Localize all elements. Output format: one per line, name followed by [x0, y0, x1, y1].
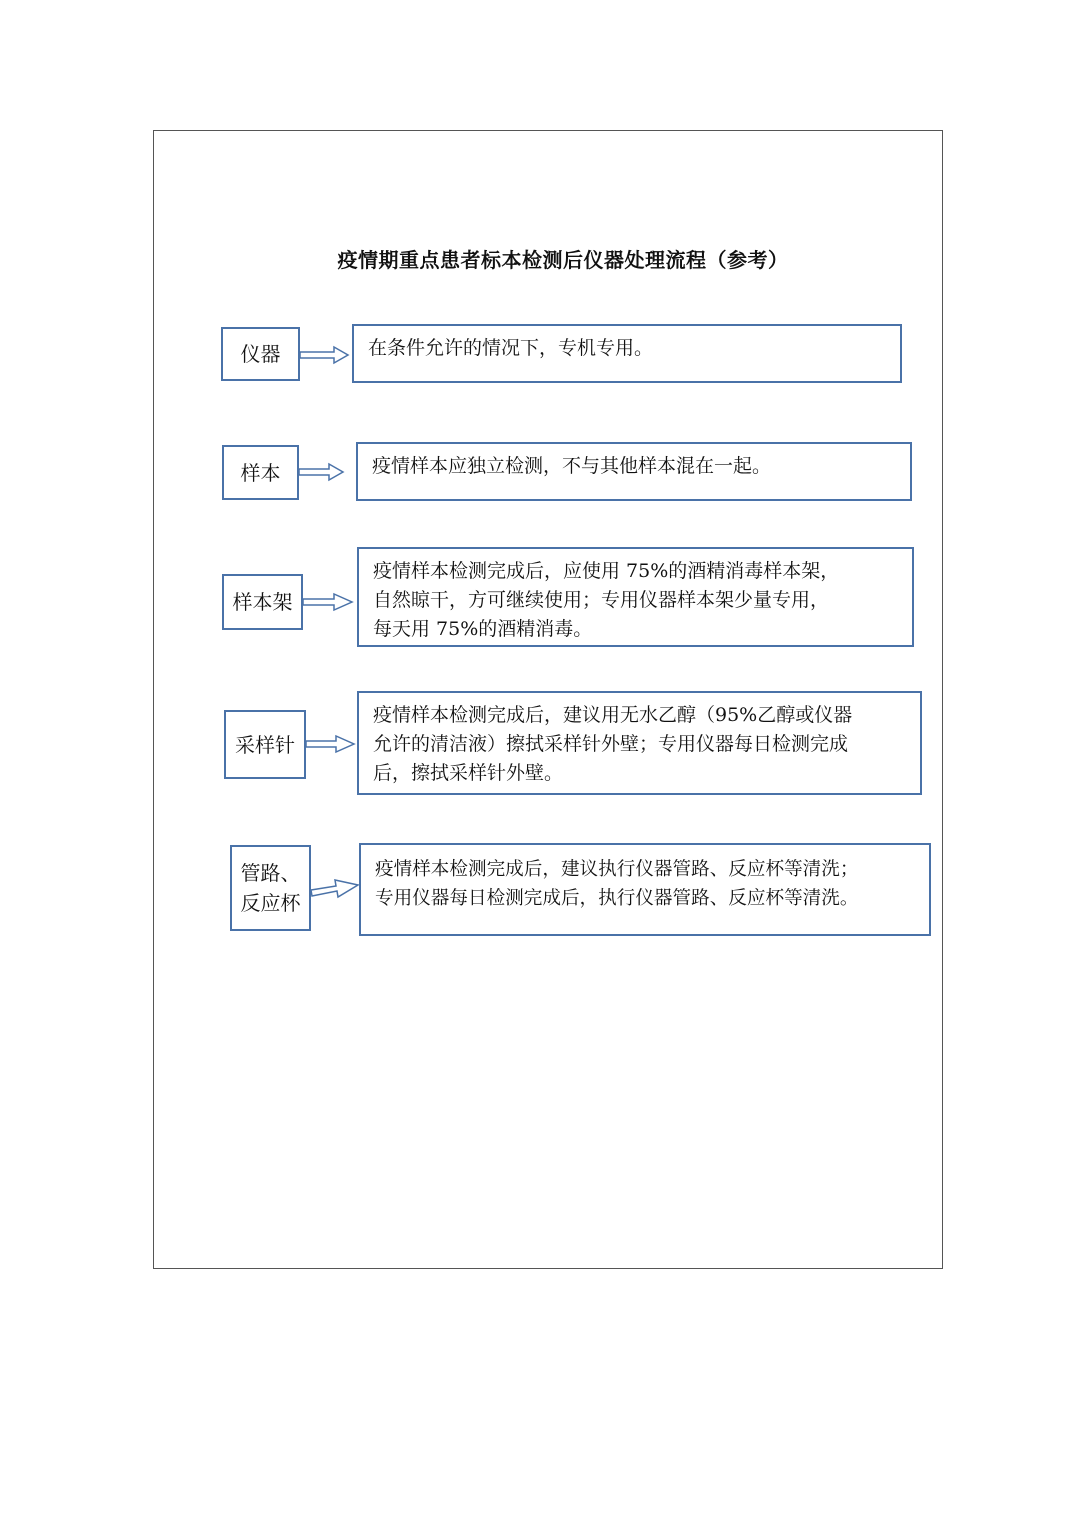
step-3-desc-line: 每天用 75%的酒精消毒。 [373, 618, 593, 640]
step-5-desc-line: 疫情样本检测完成后，建议执行仪器管路、反应杯等清洗； [375, 859, 859, 880]
step-4-desc-line: 允许的清洁液）擦拭采样针外壁；专用仪器每日检测完成 [373, 733, 849, 755]
step-1-desc-line: 在条件允许的情况下，专机专用。 [368, 337, 654, 359]
step-4-desc-line: 疫情样本检测完成后，建议用无水乙醇（95%乙醇或仪器 [373, 704, 853, 726]
step-3-desc-line: 自然晾干，方可继续使用；专用仪器样本架少量专用， [373, 589, 830, 611]
step-4-desc-line: 后，擦拭采样针外壁。 [373, 762, 564, 784]
step-5-desc-line: 专用仪器每日检测完成后，执行仪器管路、反应杯等清洗。 [375, 888, 859, 909]
step-2-desc-line: 疫情样本应独立检测，不与其他样本混在一起。 [372, 455, 772, 477]
step-2-label: 样本 [240, 460, 281, 485]
step-3-label: 样本架 [232, 590, 293, 614]
arrow-right-icon [300, 347, 348, 363]
flow-title: 疫情期重点患者标本检测后仪器处理流程（参考） [337, 248, 789, 272]
arrow-right-icon [303, 594, 352, 610]
step-4-label: 采样针 [235, 732, 295, 757]
arrow-right-icon [311, 880, 358, 897]
arrow-right-icon [299, 464, 343, 480]
step-1-label: 仪器 [240, 342, 281, 366]
step-5-label-line: 管路、 [240, 861, 301, 885]
step-5-label-line: 反应杯 [240, 891, 301, 915]
step-3-desc-line: 疫情样本检测完成后，应使用 75%的酒精消毒样本架， [373, 560, 840, 582]
arrow-right-icon [306, 736, 354, 752]
